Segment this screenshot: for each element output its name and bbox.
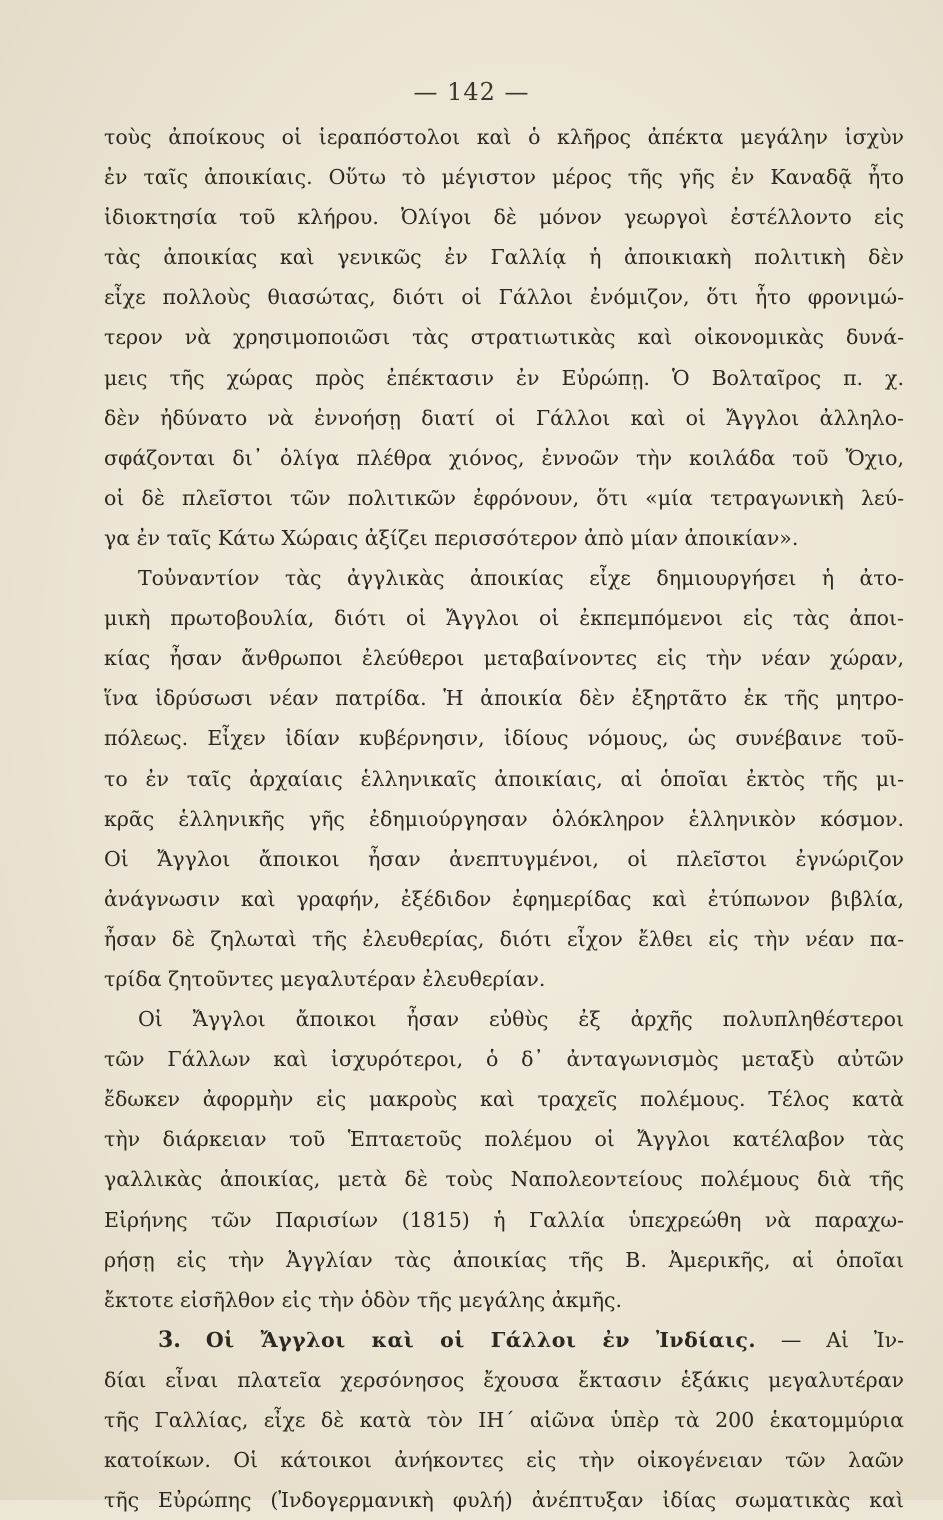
text-line: πόλεως. Εἶχεν ἰδίαν κυβέρνησιν, ἰδίους νόμους, ὡς συνέβαινε τοῦ- — [104, 726, 904, 751]
text-line: Τοὐναντίον τὰς ἀγγλικὰς ἀποικίας εἶχε δημιουργήσει ἡ ἀτο- — [138, 566, 904, 591]
text-line: ἀνάγνωσιν καὶ γραφήν, ἐξέδιδον ἐφημερίδας καὶ ἐτύπωνον βιβλία, — [104, 886, 904, 911]
section-first-line-rest: — Αἱ Ἰν- — [780, 1327, 904, 1352]
text-line: Εἰρήνης τῶν Παρισίων (1815) ἡ Γαλλία ὑπεχρεώθη νὰ παραχω- — [104, 1207, 904, 1232]
text-line: ἔδωκεν ἀφορμὴν εἰς μακροὺς καὶ τραχεῖς πολέμους. Τέλος κατὰ — [104, 1087, 904, 1112]
body-text — [104, 117, 904, 1520]
text-line: γα ἐν ταῖς Κάτω Χώραις ἀξίζει περισσότερον ἀπὸ μίαν ἀποικίαν». — [104, 525, 799, 550]
text-line: τῆς Γαλλίας, εἶχε δὲ κατὰ τὸν ΙΗ´ αἰῶνα ὑπὲρ τὰ 200 ἑκατομμύρια — [104, 1408, 904, 1432]
text-line: μεις τῆς χώρας πρὸς ἐπέκτασιν ἐν Εὐρώπῃ. Ὁ Βολταῖρος π. χ. — [104, 365, 904, 390]
text-line: τερον νὰ χρησιμοποιῶσι τὰς στρατιωτικὰς καὶ οἰκονομικὰς δυνά- — [104, 325, 904, 350]
text-line: το ἐν ταῖς ἀρχαίαις ἑλληνικαῖς ἀποικίαις, αἱ ὁποῖαι ἐκτὸς τῆς μι- — [104, 766, 904, 791]
text-line: κίας ἦσαν ἄνθρωποι ἐλεύθεροι μεταβαίνοντες εἰς τὴν νέαν χώραν, — [104, 646, 904, 671]
text-line: Οἱ Ἄγγλοι ἄποικοι ἦσαν ἀνεπτυγμένοι, οἱ πλεῖστοι ἐγνώριζον — [104, 846, 904, 871]
text-line: ἔκτοτε εἰσῆλθον εἰς τὴν ὁδὸν τῆς μεγάλης ἀκμῆς. — [104, 1287, 623, 1312]
text-line: ἰδιοκτησία τοῦ κλήρου. Ὀλίγοι δὲ μόνον γεωργοὶ ἐστέλλοντο εἰς — [104, 205, 904, 230]
text-line: γαλλικὰς ἀποικίας, μετὰ δὲ τοὺς Ναπολεοντείους πολέμους διὰ τῆς — [104, 1167, 904, 1192]
text-line: ρήσῃ εἰς τὴν Ἀγγλίαν τὰς ἀποικίας τῆς Β. Ἀμερικῆς, αἱ ὁποῖαι — [104, 1247, 904, 1272]
text-line: τὰς ἀποικίας καὶ γενικῶς ἐν Γαλλίᾳ ἡ ἀποικιακὴ πολιτικὴ δὲν — [104, 245, 904, 270]
text-line: τῆς Εὐρώπης (Ἰνδογερμανικὴ φυλή) ἀνέπτυξαν ἰδίας σωματικὰς καὶ — [104, 1488, 904, 1513]
text-line: τοὺς ἀποίκους οἱ ἱεραπόστολοι καὶ ὁ κλῆρος ἀπέκτα μεγάλην ἰσχὺν — [104, 125, 904, 149]
text-line: τὴν διάρκειαν τοῦ Ἑπταετοῦς πολέμου οἱ Ἄγγλοι κατέλαβον τὰς — [104, 1127, 904, 1152]
text-line: δίαι εἶναι πλατεῖα χερσόνησος ἔχουσα ἔκτασιν ἑξάκις μεγαλυτέραν — [104, 1367, 904, 1392]
text-line: οἱ δὲ πλεῖστοι τῶν πολιτικῶν ἐφρόνουν, ὅτι «μία τετραγωνικὴ λεύ- — [104, 485, 904, 510]
text-line: τρίδα ζητοῦντες μεγαλυτέραν ἐλευθερίαν. — [104, 966, 546, 991]
text-line: μικὴ πρωτοβουλία, διότι οἱ Ἄγγλοι οἱ ἐκπεμπόμενοι εἰς τὰς ἀποι- — [104, 606, 904, 631]
text-line: ἐν ταῖς ἀποικίαις. Οὕτω τὸ μέγιστον μέρος τῆς γῆς ἐν Καναδᾷ ἦτο — [104, 165, 904, 190]
text-line: κατοίκων. Οἱ κάτοικοι ἀνήκοντες εἰς τὴν οἰκογένειαν τῶν λαῶν — [104, 1448, 904, 1473]
text-line: τῶν Γάλλων καὶ ἰσχυρότεροι, ὁ δ᾽ ἀνταγωνισμὸς μεταξὺ αὐτῶν — [104, 1047, 904, 1072]
text-line: ἦσαν δὲ ζηλωταὶ τῆς ἐλευθερίας, διότι εἶχον ἔλθει εἰς τὴν νέαν πα- — [104, 926, 904, 951]
page-number: — 142 — — [413, 78, 530, 106]
text-line: κρᾶς ἑλληνικῆς γῆς ἐδημιούργησαν ὁλόκληρον ἑλληνικὸν κόσμον. — [104, 806, 904, 831]
text-line: εἶχε πολλοὺς θιασώτας, διότι οἱ Γάλλοι ἐνόμιζον, ὅτι ἦτο φρονιμώ- — [104, 285, 904, 310]
text-line: σφάζονται δι᾽ ὀλίγα πλέθρα χιόνος, ἐννοῶν τὴν κοιλάδα τοῦ Ὄχιο, — [104, 445, 904, 470]
text-line: δὲν ἠδύνατο νὰ ἐννοήσῃ διατί οἱ Γάλλοι καὶ οἱ Ἄγγλοι ἀλληλο- — [104, 405, 904, 430]
section-number: 3. — [158, 1326, 181, 1353]
text-line: ἵνα ἱδρύσωσι νέαν πατρίδα. Ἡ ἀποικία δὲν ἐξηρτᾶτο ἐκ τῆς μητρο- — [104, 686, 904, 711]
section-heading: Οἱ Ἄγγλοι καὶ οἱ Γάλλοι ἐν Ἰνδίαις. — [205, 1327, 757, 1352]
section-heading-line — [104, 1320, 904, 1360]
text-line: Οἱ Ἄγγλοι ἄποικοι ἦσαν εὐθὺς ἐξ ἀρχῆς πολυπληθέστεροι — [138, 1007, 904, 1032]
